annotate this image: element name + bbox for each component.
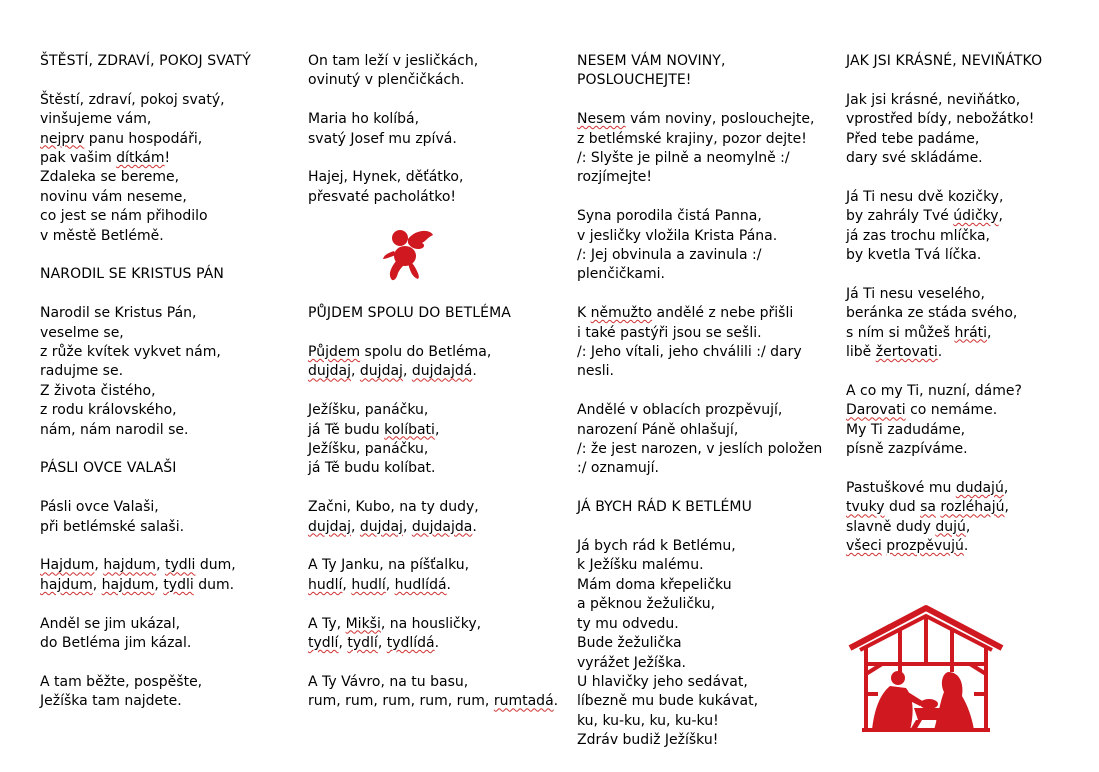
lyric-line: A tam běžte, pospěšte, [40, 673, 203, 690]
lyric-line [308, 692, 570, 711]
lyric-line: ku, ku-ku, ku, ku-ku! [577, 712, 719, 729]
spellcheck-word: dudajú [955, 479, 1004, 496]
column-3 [577, 52, 839, 751]
lyric-fragment: , [987, 324, 992, 341]
lyric-line: Maria ho kolíbá, [308, 111, 420, 128]
spellcheck-word: tydlí [347, 635, 378, 652]
spellcheck-word: rozléhajú [940, 499, 1005, 516]
column-2 [308, 52, 570, 712]
lyric-line [308, 518, 570, 537]
stanza-gap [40, 440, 302, 459]
lyric-line [308, 362, 570, 381]
spellcheck-word: dujú [935, 518, 966, 535]
lyric-line: /: Slyšte je pilně a neomylně :/ [577, 150, 790, 167]
stanza-gap [40, 479, 302, 498]
lyric-line: Já Ti nesu dvě kozičky, [846, 188, 1004, 205]
lyric-line: plenčičkami. [577, 266, 665, 283]
stanza-gap [40, 653, 302, 672]
lyric-line: Pásli ovce Valaši, [40, 499, 159, 516]
spellcheck-word: dítkám [116, 150, 165, 167]
stanza-gap [40, 595, 302, 614]
song-title: NARODIL SE KRISTUS PÁN [40, 266, 224, 283]
nativity-stable-icon [844, 602, 1008, 734]
lyric-line: Já bych rád k Betlému, [577, 538, 736, 555]
stanza-gap [308, 324, 570, 343]
spellcheck-word: hudlí [351, 576, 386, 593]
lyric-fragment: . [472, 518, 477, 535]
lyric-fragment: dum, [195, 557, 236, 574]
lyric-line: v městě Betlémě. [40, 227, 164, 244]
lyric-line: Syna porodila čistá Panna, [577, 208, 762, 225]
lyric-line: přesvaté pacholátko! [308, 188, 457, 205]
spellcheck-word: hudlí [308, 576, 343, 593]
lyric-line: dary své skládáme. [846, 150, 983, 167]
lyric-line: Narodil se Kristus Pán, [40, 305, 197, 322]
lyric-line: A Ty Vávro, na tu basu, [308, 673, 469, 690]
spellcheck-word: prozpěvujú [886, 538, 964, 555]
lyric-fragment: andělé z nebe přišli [652, 305, 794, 322]
lyric-fragment: , [402, 518, 412, 535]
spellcheck-word: dujdaj [308, 363, 352, 380]
spellcheck-word: všeci [846, 538, 882, 555]
spellcheck-word: údičky [953, 208, 999, 225]
lyric-line: vprostřed bídy, nebožátko! [846, 111, 1035, 128]
lyric-line: a pěknou žežuličku, [577, 596, 716, 613]
spellcheck-word: tvuky [846, 499, 885, 516]
lyric-line [846, 479, 1096, 498]
lyric-line: nám, nám narodil se. [40, 421, 189, 438]
stanza-gap [577, 382, 839, 401]
lyric-line: Před tebe padáme, [846, 130, 980, 147]
lyric-fragment: rum, rum, rum, rum, rum, [308, 693, 494, 710]
lyric-line: /: že jest narozen, v jeslích položen [577, 441, 823, 458]
stanza-gap [846, 168, 1096, 187]
column-4 [846, 52, 1096, 556]
stanza-gap [577, 479, 839, 498]
song-title: JÁ BYCH RÁD K BETLÉMU [577, 499, 752, 516]
spellcheck-word: hajdum [103, 557, 157, 574]
stanza-gap [308, 382, 570, 401]
stanza-gap [308, 537, 570, 556]
lyric-line: Ježíšku, panáčku, [308, 441, 429, 458]
lyric-line: veselme se, [40, 324, 124, 341]
lyric-fragment: . [963, 538, 969, 555]
spellcheck-word: hajdum [40, 576, 93, 593]
lyric-fragment: , [385, 576, 395, 593]
illustration-spacer [308, 207, 570, 304]
lyric-fragment: já Tě budu [308, 421, 385, 438]
lyric-fragment: , na housličky, [380, 615, 482, 632]
lyric-line: nesli. [577, 363, 615, 380]
lyric-fragment: , [965, 518, 971, 535]
lyric-line: co jest se nám přihodilo [40, 208, 208, 225]
song-title: ŠTĚSTÍ, ZDRAVÍ, POKOJ SVATÝ [40, 53, 251, 69]
lyric-line: Jak jsi krásné, neviňátko, [846, 91, 1021, 108]
lyric-line: k Ježíšku malému. [577, 557, 704, 574]
lyric-line: Ježíšku, panáčku, [308, 402, 429, 419]
lyric-line [577, 110, 839, 129]
song-title: POSLOUCHEJTE! [577, 72, 692, 89]
spellcheck-word: hráti [954, 324, 988, 341]
lyric-fragment: . [472, 363, 477, 380]
stanza-gap [577, 188, 839, 207]
lyric-line: z růže kvítek vykvet nám, [40, 344, 221, 361]
stanza-gap [846, 362, 1096, 381]
lyric-line: Já Ti nesu veselého, [846, 285, 985, 302]
lyric-line [40, 556, 302, 575]
lyric-line: písně zazpíváme. [846, 441, 968, 458]
lyric-line [308, 615, 570, 634]
lyric-line: narození Páně ohlašují, [577, 421, 739, 438]
lyric-line: A co my Ti, nuzní, dáme? [846, 382, 1022, 399]
lyric-line: v jesličky vložila Krista Pána. [577, 227, 778, 244]
spellcheck-word: dujdajdá [411, 363, 473, 380]
lyric-line: Z života čistého, [40, 382, 156, 399]
lyric-line: já zas trochu mlíčka, [846, 227, 990, 244]
lyric-line: vyrážet Ježíška. [577, 654, 686, 671]
spellcheck-word: Hajdum [40, 557, 95, 574]
lyric-line: Mám doma křepeličku [577, 576, 732, 593]
lyric-fragment: libě [846, 344, 876, 361]
spellcheck-word: Darovati [846, 402, 906, 419]
spellcheck-word: tydlídá [386, 635, 435, 652]
lyric-line [308, 634, 570, 653]
lyric-line [577, 304, 839, 323]
lyric-line: A Ty Janku, na píšťalku, [308, 557, 470, 574]
lyric-fragment: . [937, 344, 943, 361]
lyric-line: On tam leží v jesličkách, [308, 53, 479, 69]
lyric-line: Bude žežulička [577, 635, 682, 652]
lyric-fragment: , [1004, 499, 1009, 516]
lyric-fragment: vám noviny, poslouchejte, [625, 111, 815, 128]
lyric-fragment: . [553, 693, 559, 710]
lyric-fragment: , [351, 518, 360, 535]
lyric-line [846, 537, 1096, 556]
stanza-gap [577, 518, 839, 537]
lyric-line [40, 149, 302, 168]
lyric-fragment: K [577, 305, 591, 322]
lyric-line [846, 401, 1096, 420]
stanza-gap [308, 595, 570, 614]
spellcheck-word: hajdum [101, 576, 155, 593]
lyric-line: Zdráv budiž Ježíšku! [577, 732, 719, 749]
spellcheck-word: Půjdem [308, 344, 361, 361]
lyric-line: z betlémské krajiny, pozor dejte! [577, 130, 807, 147]
lyric-line: radujme se. [40, 363, 124, 380]
lyric-line [308, 576, 570, 595]
lyric-fragment: s ním si můžeš [846, 324, 955, 341]
stanza-gap [308, 479, 570, 498]
lyric-line [40, 576, 302, 595]
lyric-line: U hlavičky jeho sedávat, [577, 673, 748, 690]
lyric-fragment: Pastuškové mu [846, 479, 956, 496]
lyric-fragment: , [402, 363, 412, 380]
lyric-line: Štěstí, zdraví, pokoj svatý, [40, 91, 225, 108]
lyric-line [308, 343, 570, 362]
lyric-line: Začni, Kubo, na ty dudy, [308, 499, 479, 516]
lyric-fragment: , [342, 576, 352, 593]
lyric-fragment: , [94, 557, 104, 574]
lyric-fragment: slavně dudy [846, 518, 936, 535]
lyric-fragment: , [1003, 479, 1009, 496]
spellcheck-word: dujdajda [411, 518, 473, 535]
spellcheck-word: žertovati [875, 344, 938, 361]
lyric-line: já Tě budu kolíbat. [308, 460, 436, 477]
spellcheck-word: Nesem [577, 111, 626, 128]
lyric-fragment: , [377, 635, 387, 652]
lyric-fragment: , [154, 576, 164, 593]
stanza-gap [40, 71, 302, 90]
lyric-fragment: , [434, 421, 440, 438]
lyric-line [846, 207, 1096, 226]
lyric-line: :/ oznamují. [577, 460, 659, 477]
lyric-line: beránka ze stáda svého, [846, 305, 1018, 322]
lyric-line [846, 498, 1096, 517]
lyric-line: i také pastýři jsou se sešli. [577, 324, 762, 341]
song-title: PŮJDEM SPOLU DO BETLÉMA [308, 305, 511, 322]
lyric-fragment: . [446, 576, 451, 593]
lyric-fragment: , [998, 208, 1003, 225]
lyric-line: by kvetla Tvá líčka. [846, 247, 982, 264]
lyric-fragment: , [156, 557, 165, 574]
lyric-line: při betlémské salaši. [40, 518, 185, 535]
spellcheck-word: nejprv [40, 130, 85, 147]
spellcheck-word: rumtadá [493, 693, 554, 710]
lyric-line [846, 518, 1096, 537]
lyric-fragment: dum. [193, 576, 235, 593]
lyric-line [846, 324, 1096, 343]
stanza-gap [846, 71, 1096, 90]
lyric-fragment: A Ty, [308, 615, 346, 632]
stanza-gap [308, 91, 570, 110]
lyric-line: Zdaleka se bereme, [40, 169, 180, 186]
lyric-line: Hajej, Hynek, děťátko, [308, 169, 464, 186]
stanza-gap [577, 285, 839, 304]
lyric-fragment: , [92, 576, 102, 593]
lyric-line: rozjímejte! [577, 169, 652, 186]
spellcheck-word: němužto [590, 305, 653, 322]
lyric-line: ovinutý v plenčičkách. [308, 72, 465, 89]
lyric-line: Ježíška tam najdete. [40, 693, 182, 710]
stanza-gap [308, 149, 570, 168]
stanza-gap [846, 459, 1096, 478]
spellcheck-word: dujdaj [359, 363, 403, 380]
lyric-line: do Betléma jim kázal. [40, 635, 192, 652]
lyric-fragment: spolu do Betléma, [360, 344, 492, 361]
spellcheck-word: tydlí [308, 635, 339, 652]
lyric-fragment: by zahrály Tvé [846, 208, 954, 225]
lyric-fragment: , [351, 363, 360, 380]
lyric-line: Andělé v oblacích prozpěvují, [577, 402, 783, 419]
stanza-gap [40, 537, 302, 556]
stanza-gap [846, 265, 1096, 284]
song-title: NESEM VÁM NOVINY, [577, 53, 726, 69]
lyric-line [846, 343, 1096, 362]
stanza-gap [40, 246, 302, 265]
lyric-line: /: Jeho vítali, jeho chválili :/ dary [577, 344, 802, 361]
spellcheck-word: hudlídá [394, 576, 447, 593]
stanza-gap [308, 653, 570, 672]
lyric-fragment: co nemáme. [905, 402, 998, 419]
song-title: JAK JSI KRÁSNÉ, NEVIŇÁTKO [846, 53, 1043, 69]
lyric-line [308, 421, 570, 440]
spellcheck-word: dujdaj [308, 518, 352, 535]
lyric-fragment: dud [884, 499, 921, 516]
spellcheck-word: tydli [163, 576, 194, 593]
song-title: PÁSLI OVCE VALAŠI [40, 460, 177, 477]
lyric-fragment: . [434, 635, 440, 652]
lyric-line: Anděl se jim ukázal, [40, 615, 181, 632]
lyric-fragment: ! [164, 150, 171, 167]
lyric-line [40, 130, 302, 149]
lyric-line: ty mu odvedu. [577, 615, 679, 632]
spellcheck-word: dujdaj [359, 518, 403, 535]
spellcheck-word: tydli [164, 557, 196, 574]
lyric-line: svatý Josef mu zpívá. [308, 130, 457, 147]
stanza-gap [40, 285, 302, 304]
spellcheck-word: kolíbati [384, 421, 435, 438]
lyric-line: My Ti zadudáme, [846, 421, 966, 438]
spellcheck-word: Mikši [345, 615, 381, 632]
lyric-line: vinšujeme vám, [40, 111, 152, 128]
lyric-line: z rodu královského, [40, 402, 177, 419]
lyric-fragment: panu hospodáři, [84, 130, 203, 147]
cherub-icon [378, 225, 436, 283]
spellcheck-word: sa [920, 499, 936, 516]
lyric-fragment: pak vašim [40, 150, 117, 167]
lyric-line: novinu vám neseme, [40, 188, 187, 205]
stanza-gap [577, 91, 839, 110]
lyric-line: líbezně mu bude kukávat, [577, 693, 759, 710]
lyric-fragment: , [338, 635, 348, 652]
lyric-line: /: Jej obvinula a zavinula :/ [577, 247, 762, 264]
column-1 [40, 52, 302, 712]
